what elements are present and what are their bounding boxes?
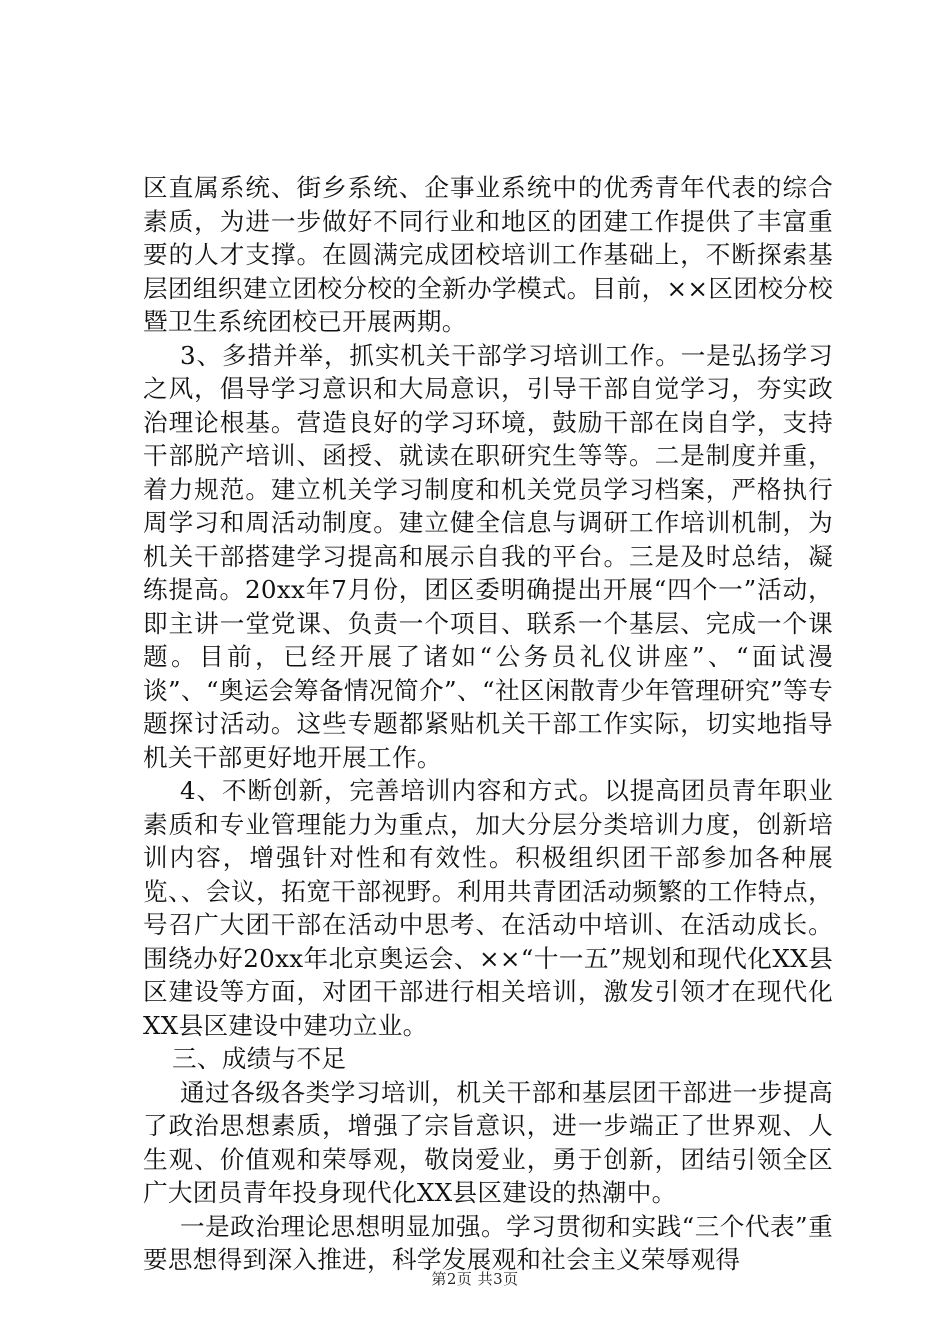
- paragraph-achievements: 通过各级各类学习培训，机关干部和基层团干部进一步提高了政治思想素质，增强了宗旨意识，进一步端正了世界观、人生观、价值观和荣辱观，敬岗爱业，勇于创新，团结引领全区广大团员青年投身现代化XX县区建设的热潮中。: [143, 1077, 833, 1207]
- page-footer: 第2页 共3页: [431, 1270, 519, 1288]
- paragraph-political-theory: 一是政治理论思想明显加强。学习贯彻和实践“三个代表”重要思想得到深入推进，科学发展观和社会主义荣辱观得: [143, 1211, 833, 1274]
- section-heading: 三、成绩与不足: [172, 1044, 347, 1073]
- paragraph-item-4: 4、不断创新，完善培训内容和方式。以提高团员青年职业素质和专业管理能力为重点，加大分层分类培训力度，创新培训内容，增强针对性和有效性。积极组织团干部参加各种展览、、会议，拓宽干部视野。利用共青团活动频繁的工作特点，号召广大团干部在活动中思考、在活动中培训、在活动成长。围绕办好20xx年北京奥运会、××“十一五”规划和现代化XX县区建设等方面，对团干部进行相关培训，激发引领才在现代化XX县区建设中建功立业。: [143, 776, 833, 1040]
- document-body: [143, 171, 833, 1277]
- paragraph-continuation: 区直属系统、街乡系统、企事业系统中的优秀青年代表的综合素质，为进一步做好不同行业和地区的团建工作提供了丰富重要的人才支撑。在圆满完成团校培训工作基础上，不断探索基层团组织建立团校分校的全新办学模式。目前，××区团校分校暨卫生系统团校已开展两期。: [143, 173, 833, 336]
- paragraph-item-3: 3、多措并举，抓实机关干部学习培训工作。一是弘扬学习之风，倡导学习意识和大局意识，引导干部自觉学习，夯实政治理论根基。营造良好的学习环境，鼓励干部在岗自学，支持干部脱产培训、函授、就读在职研究生等等。二是制度并重，着力规范。建立机关学习制度和机关党员学习档案，严格执行周学习和周活动制度。建立健全信息与调研工作培训机制，为机关干部搭建学习提高和展示自我的平台。三是及时总结，凝练提高。20xx年7月份，团区委明确提出开展“四个一”活动，即主讲一堂党课、负责一个项目、联系一个基层、完成一个课题。目前，已经开展了诸如“公务员礼仪讲座”、“面试漫谈”、“奥运会筹备情况简介”、“社区闲散青少年管理研究”等专题探讨活动。这些专题都紧贴机关干部工作实际，切实地指导机关干部更好地开展工作。: [143, 340, 833, 772]
